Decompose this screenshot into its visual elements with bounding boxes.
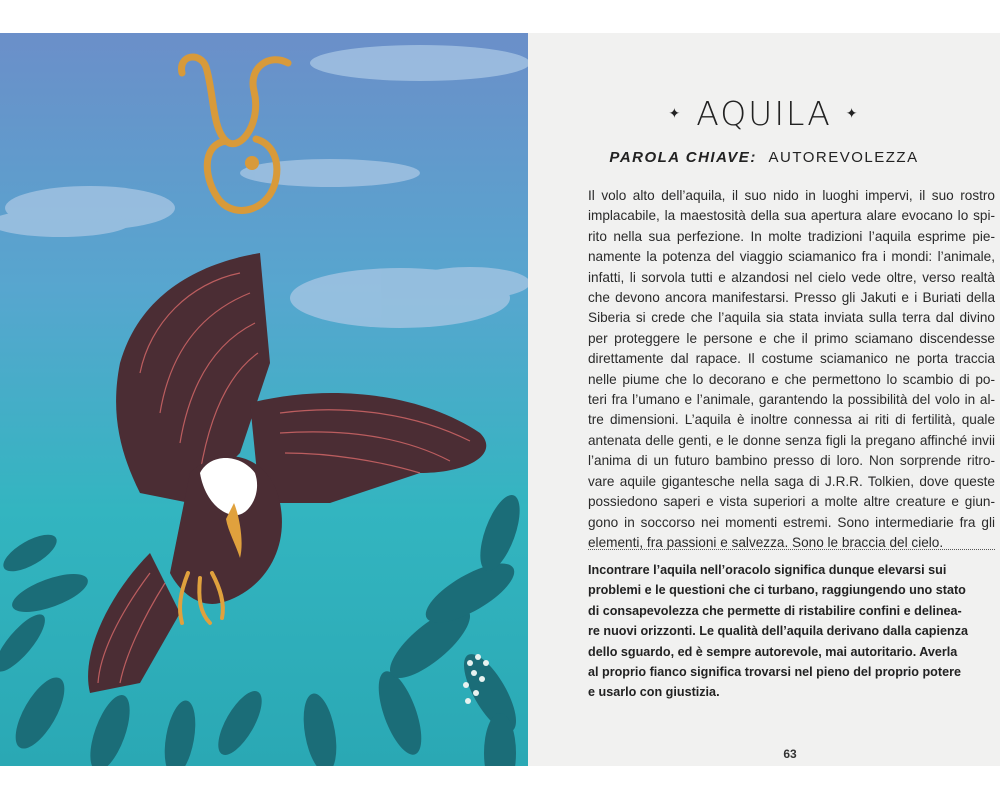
body-line: nelle piume che lo decorano e che permettono lo scambio di po- bbox=[588, 371, 995, 387]
eagle-artwork bbox=[0, 33, 528, 766]
card-title bbox=[528, 94, 1000, 133]
star-ornament-icon: ✦ bbox=[668, 105, 683, 122]
summary-line: dello sguardo, ed è sempre autorevole, mai autoritario. Averla bbox=[588, 644, 958, 659]
keyword-value: AUTOREVOLEZZA bbox=[768, 149, 919, 166]
body-line: l’anima di un futuro bambino presso di loro. Non sorprende ritro- bbox=[588, 453, 995, 469]
body-line: namente la potenza del viaggio sciamanico fra i mondi: l’animale, bbox=[588, 249, 995, 265]
body-line: per proteggere le persone e che il primo sciamano discendesse bbox=[588, 330, 995, 346]
star-ornament-icon: ✦ bbox=[845, 105, 860, 122]
body-line: che devono ancora manifestarsi. Presso gli Jakuti e i Buriati della bbox=[588, 290, 995, 306]
body-line: Il volo alto dell’aquila, il suo nido in luoghi impervi, il suo rostro bbox=[588, 188, 995, 203]
summary-line: e usarlo con giustizia. bbox=[588, 685, 720, 700]
eagle-illustration bbox=[0, 33, 528, 766]
summary-line: re nuovi orizzonti. Le qualità dell’aquila derivano dalla capienza bbox=[588, 624, 968, 639]
summary-line: al proprio fianco significa trovarsi nel pieno del proprio potere bbox=[588, 665, 961, 680]
keyword-label: PAROLA CHIAVE: bbox=[609, 149, 757, 166]
text-page bbox=[528, 33, 1000, 766]
body-line: tre dimensioni. L’aquila è inoltre connessa ai riti di fertilità, quale bbox=[588, 412, 995, 428]
body-line: vare aquile gigantesche nella saga di J.R.R. Tolkien, dove queste bbox=[588, 473, 995, 489]
keyword-line bbox=[528, 149, 1000, 166]
page-number bbox=[528, 747, 1000, 761]
body-line: gono in soccorso nei momenti estremi. Sono intermediarie fra gli bbox=[588, 514, 995, 530]
body-line: elementi, fra passioni e salvezza. Sono le braccia del cielo. bbox=[588, 534, 944, 550]
title-text: AQUILA bbox=[696, 94, 832, 133]
body-line: possiedono saperi e vista superiori a molte altre creature e giun- bbox=[588, 494, 995, 510]
page-number-text: 63 bbox=[783, 747, 797, 761]
body-text bbox=[588, 186, 995, 553]
summary-line: Incontrare l’aquila nell’oracolo significa dunque elevarsi sui bbox=[588, 563, 947, 577]
body-line: Siberia si crede che l’aquila sia stata inviata sulla terra dal divino bbox=[588, 310, 995, 326]
body-line: direttamente dal rapace. Il costume sciamanico ne porta traccia bbox=[588, 351, 995, 367]
book-spread bbox=[0, 33, 1000, 766]
dotted-divider bbox=[588, 549, 995, 550]
body-line: teri fra l’umano e l’animale, garantendo la possibilità del volo in al- bbox=[588, 392, 995, 408]
summary-text bbox=[588, 560, 998, 703]
body-line: infatti, li sorvola tutti e alzandosi nel cielo vede oltre, verso realtà bbox=[588, 269, 995, 285]
summary-line: problemi e le questioni che ci turbano, raggiungendo uno stato bbox=[588, 583, 966, 598]
body-line: antenata delle genti, e le donne senza figli la pregano affinché invii bbox=[588, 432, 995, 448]
body-line: rito nella sua perfezione. In molte tradizioni l’aquila esprime pie- bbox=[588, 228, 995, 244]
body-line: implacabile, la maestosità della sua apertura alare evocano lo spi- bbox=[588, 208, 995, 224]
summary-line: di consapevolezza che permette di ristabilire confini e delinea- bbox=[588, 603, 962, 618]
